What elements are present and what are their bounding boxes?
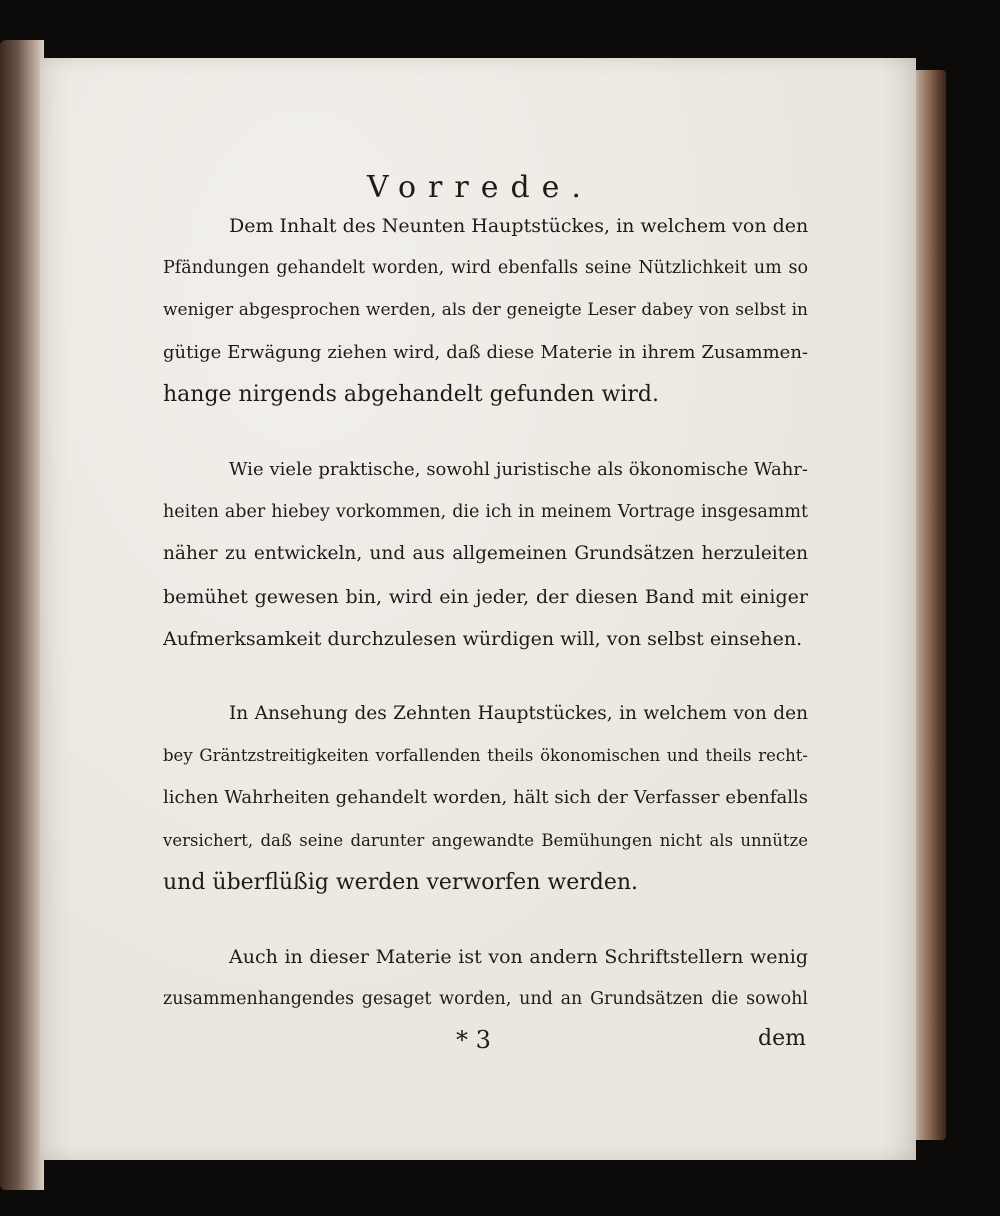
paragraph-2 <box>163 449 808 660</box>
text-line: In Ansehung des Zehnten Hauptstückes, in welchem von den <box>229 703 808 724</box>
catchword: dem <box>758 1026 806 1051</box>
text-line: weniger abgesprochen werden, als der geneigte Leser dabey von selbst in <box>163 300 808 321</box>
text-line: gütige Erwägung ziehen wird, daß diese Materie in ihrem Zusammen- <box>163 341 808 363</box>
text-line: zusammenhangendes gesaget worden, und an Grundsätzen die sowohl <box>163 989 808 1010</box>
text-line: Wie viele praktische, sowohl juristische als ökonomische Wahr- <box>229 459 808 480</box>
book-left-edge <box>0 40 44 1190</box>
book-right-edge <box>912 70 946 1140</box>
text-line: Dem Inhalt des Neunten Hauptstückes, in welchem von den <box>229 215 809 237</box>
text-line: hange nirgends abgehandelt gefunden wird. <box>163 381 659 407</box>
paragraph-1 <box>163 205 808 416</box>
text-line: Auch in dieser Materie ist von andern Schriftstellern wenig <box>229 946 808 968</box>
paragraph-4 <box>163 936 808 1020</box>
page-heading: Vorrede. <box>367 170 593 205</box>
paragraph-3 <box>163 693 808 904</box>
text-line: lichen Wahrheiten gehandelt worden, hält sich der Verfasser ebenfalls <box>163 787 808 809</box>
text-line: heiten aber hiebey vorkommen, die ich in meinem Vortrage insgesammt <box>163 502 808 523</box>
text-line: bey Gräntzstreitigkeiten vorfallenden theils ökonomischen und theils recht- <box>163 746 808 766</box>
signature-mark: * 3 <box>456 1026 491 1054</box>
text-line: versichert, daß seine darunter angewandte Bemühungen nicht als unnütze <box>163 830 808 850</box>
text-line: und überflüßig werden verworfen werden. <box>163 869 638 895</box>
text-line: näher zu entwickeln, und aus allgemeinen Grundsätzen herzuleiten <box>163 543 808 565</box>
text-line: Pfändungen gehandelt worden, wird ebenfalls seine Nützlichkeit um so <box>163 258 808 279</box>
text-line: Aufmerksamkeit durchzulesen würdigen will, von selbst einsehen. <box>163 627 803 650</box>
text-line: bemühet gewesen bin, wird ein jeder, der diesen Band mit einiger <box>163 585 808 608</box>
